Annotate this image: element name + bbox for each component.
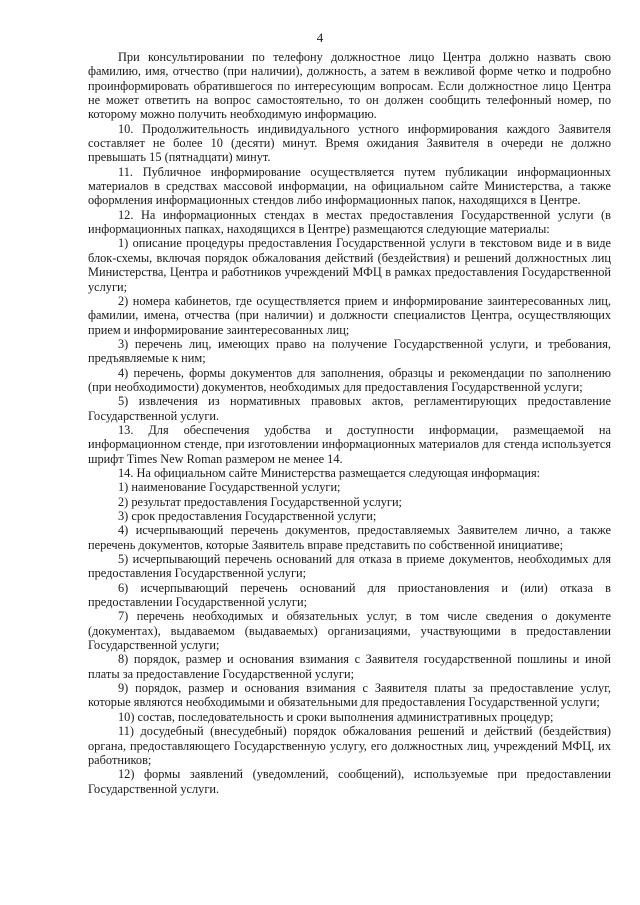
- paragraph: 2) результат предоставления Государственной услуги;: [118, 494, 402, 509]
- paragraph: 11) досудебный (внесудебный) порядок обжалования решений и действий (бездействия) органа, предоставляющего Государственную услугу, его должностных лиц, учреждений МФЦ, их работников;: [88, 724, 611, 767]
- paragraph: 1) описание процедуры предоставления Государственной услуги в текстовом виде и в виде блок-схемы, включая порядок обжалования действий (бездействия) и решений должностных лиц Министерства, Центра и работников учреждений МФЦ в рамках предоставления Государственной услуги;: [88, 236, 611, 294]
- paragraph: 7) перечень необходимых и обязательных услуг, в том числе сведения о документе (документах), выдаваемом (выдаваемых) организациями, участвующими в предоставлении Государственной услуги;: [88, 609, 611, 653]
- paragraph: 2) номера кабинетов, где осуществляется прием и информирование заинтересованных лиц, фамилии, имена, отчества (при наличии) и должности специалистов Центра, осуществляющих прием и информирование заинтересованных лиц;: [88, 293, 611, 337]
- page-number: 4: [316, 30, 324, 45]
- paragraph: 8) порядок, размер и основания взимания с Заявителя государственной пошлины и иной платы за предоставление Государственной услуги;: [88, 652, 611, 681]
- paragraph: 4) перечень, формы документов для заполнения, образцы и рекомендации по заполнению (при необходимости) документов, необходимых для предоставления Государственной услуги;: [88, 365, 611, 394]
- paragraph: При консультировании по телефону должностное лицо Центра должно назвать свою фамилию, имя, отчество (при наличии), должность, а затем в вежливой форме четко и подробно проинформировать обратившегося по интересующим вопросам. Если должностное лицо Центра не может ответить на вопрос самостоятельно, то он должен сообщить телефонный номер, по которому можно получить необходимую информацию.: [88, 50, 611, 122]
- paragraph: 12. На информационных стендах в местах предоставления Государственной услуги (в информационных папках, находящихся в Центре) размещаются следующие материалы:: [88, 207, 611, 237]
- paragraph: 6) исчерпывающий перечень оснований для приостановления и (или) отказа в предоставлении Государственной услуги;: [88, 580, 611, 610]
- paragraph: 3) срок предоставления Государственной услуги;: [118, 509, 377, 523]
- paragraph: 10. Продолжительность индивидуального устного информирования каждого Заявителя составляет не более 10 (десяти) минут. Время ожидания Заявителя в очереди не должно превышать 15 (пятнадцати) минут.: [88, 121, 611, 165]
- paragraph: 10) состав, последовательность и сроки выполнения административных процедур;: [118, 709, 554, 724]
- paragraph: 1) наименование Государственной услуги;: [118, 480, 341, 495]
- paragraph: 9) порядок, размер и основания взимания с Заявителя платы за предоставление услуг, которые являются необходимыми и обязательными для предоставления Государственной услуги;: [88, 681, 611, 710]
- paragraph: 11. Публичное информирование осуществляется путем публикации информационных материалов в средствах массовой информации, на официальном сайте Министерства, а также оформления информационных стендов либо информационных папок, находящихся в Центре.: [88, 164, 611, 208]
- document-body: [88, 50, 611, 796]
- paragraph: 5) извлечения из нормативных правовых актов, регламентирующих предоставление Государственной услуги.: [88, 394, 611, 423]
- paragraph: 3) перечень лиц, имеющих право на получение Государственной услуги, и требования, предъявляемые к ним;: [88, 336, 611, 366]
- paragraph: 4) исчерпывающий перечень документов, предоставляемых Заявителем лично, а также перечень документов, которые Заявитель вправе представить по собственной инициативе;: [88, 523, 611, 552]
- paragraph: 12) формы заявлений (уведомлений, сообщений), используемые при предоставлении Государственной услуги.: [88, 767, 611, 796]
- paragraph: 13. Для обеспечения удобства и доступности информации, размещаемой на информационном стенде, при изготовлении информационных материалов для стенда используется шрифт Times New Roman размером не менее 14.: [88, 422, 611, 466]
- paragraph: 5) исчерпывающий перечень оснований для отказа в приеме документов, необходимых для предоставления Государственной услуги;: [88, 552, 611, 581]
- paragraph: 14. На официальном сайте Министерства размещается следующая информация:: [118, 465, 541, 480]
